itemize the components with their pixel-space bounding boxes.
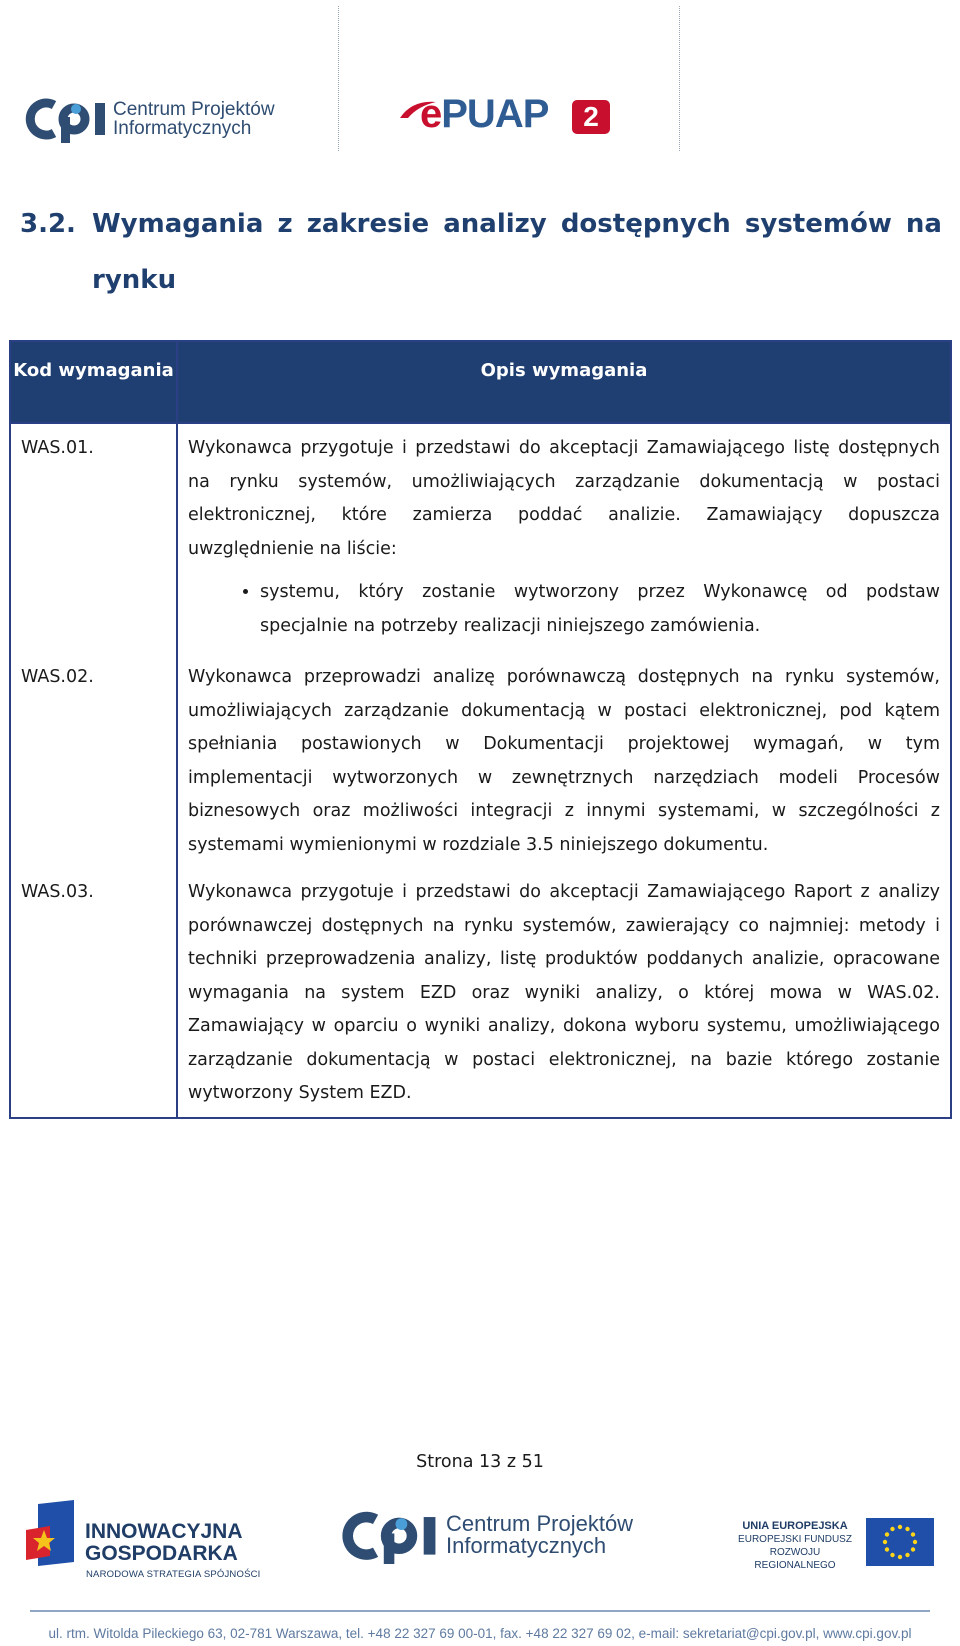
requirement-bullet-list <box>188 576 940 643</box>
cpi-logo-line1: Centrum Projektów <box>113 99 275 120</box>
footer-address: ul. rtm. Witolda Pileckiego 63, 02-781 Warszawa, tel. +48 22 327 69 00-01, fax. +48 22 327 69 02, e-mail: sekretariat@cpi.gov.pl, www.cpi.gov.pl <box>48 1626 912 1641</box>
page-number: Strona 13 z 51 <box>416 1452 544 1472</box>
requirement-text: Wykonawca przeprowadzi analizę porównawczą dostępnych na rynku systemów, umożliwiających zarządzanie dokumentacją w postaci elektronicznej, pod kątem spełniania postawionych w Dokumentacji projektowej wymagań, w tym implementacji wytworzonych w zewnętrznych narzędziach modeli Procesów biznesowych oraz możliwości integracji z innymi systemami, w szczególności z systemami wymienionymi w rozdziale 3.5 niniejszego dokumentu. <box>188 667 940 855</box>
header-separator-left <box>338 6 339 151</box>
heading-word: na <box>905 209 942 239</box>
heading-line-2: rynku <box>92 265 177 295</box>
cpi-logo-line2: Informatycznych <box>113 118 252 140</box>
requirement-text: Wykonawca przygotuje i przedstawi do akceptacji Zamawiającego listę dostępnych na rynku systemów, umożliwiających zarządzanie dokumentacją w postaci elektronicznej, które zamierza poddać analizie. Zamawiający dopuszcza uwzględnienie na liście: <box>188 438 940 559</box>
table-row <box>11 653 950 868</box>
table-header-row <box>11 342 950 424</box>
section-number: 3.2. <box>20 209 76 239</box>
ig-logo-line1: INNOWACYJNA <box>85 1520 243 1543</box>
table-row <box>11 424 950 653</box>
cpi-logo-line2: Informatycznych <box>446 1533 607 1559</box>
column-header-description: Opis wymagania <box>480 360 648 381</box>
heading-word: zakresie <box>306 209 430 239</box>
requirement-code: WAS.03. <box>11 868 178 1117</box>
eu-logo-line1: UNIA EUROPEJSKA <box>742 1520 848 1532</box>
heading-word: dostępnych <box>560 209 731 239</box>
requirement-code: WAS.02. <box>11 653 178 868</box>
section-heading <box>20 196 942 308</box>
ig-logo-subtitle: NARODOWA STRATEGIA SPÓJNOŚCI <box>86 1569 261 1580</box>
epuap-brand-e: e <box>420 92 442 136</box>
epuap-version-badge: 2 <box>572 100 610 134</box>
cpi-logo-mark-icon <box>24 97 112 143</box>
header-separator-right <box>679 6 680 151</box>
requirement-bullet-item: • systemu, który zostanie wytworzony przez Wykonawcę od podstaw specjalnie na potrzeby realizacji niniejszego zamówienia. <box>260 576 940 643</box>
eu-logo-line3: ROZWOJU REGIONALNEGO <box>754 1547 836 1571</box>
heading-word: Wymagania <box>92 209 264 239</box>
heading-word: analizy <box>443 209 547 239</box>
requirement-description <box>178 424 950 653</box>
footer-divider <box>30 1610 930 1612</box>
table-row <box>11 868 950 1117</box>
ig-logo-line2: GOSPODARKA <box>85 1542 238 1565</box>
requirements-table <box>9 340 952 1119</box>
epuap-brand-name: PUAP <box>441 92 549 136</box>
innowacyjna-gospodarka-emblem-icon <box>24 1500 82 1568</box>
cpi-logo-line1: Centrum Projektów <box>446 1511 634 1536</box>
cpi-logo-mark-icon <box>340 1510 444 1564</box>
heading-word: z <box>277 209 293 239</box>
requirement-text: Wykonawca przygotuje i przedstawi do akceptacji Zamawiającego Raport z analizy porównawczej dostępnych na rynku systemów, zawierający co najmniej: metody i techniki przeprowadzenia analizy, listę produktów poddanych analizie, opracowane wymagania na system EZD oraz wyniki analizy, o której mowa w WAS.02. Zamawiający w oparciu o wyniki analizy, dokona wyboru systemu, umożliwiającego zarządzanie dokumentacją w postaci elektronicznej, na bazie którego zostanie wytworzony System EZD. <box>188 882 940 1103</box>
heading-word: systemów <box>744 209 892 239</box>
column-header-code: Kod wymagania <box>11 342 178 422</box>
requirement-description <box>178 868 950 1117</box>
requirement-code: WAS.01. <box>11 424 178 653</box>
eu-logo-line2: EUROPEJSKI FUNDUSZ <box>738 1534 852 1545</box>
requirement-description <box>178 653 950 868</box>
eu-flag-icon <box>866 1518 934 1566</box>
